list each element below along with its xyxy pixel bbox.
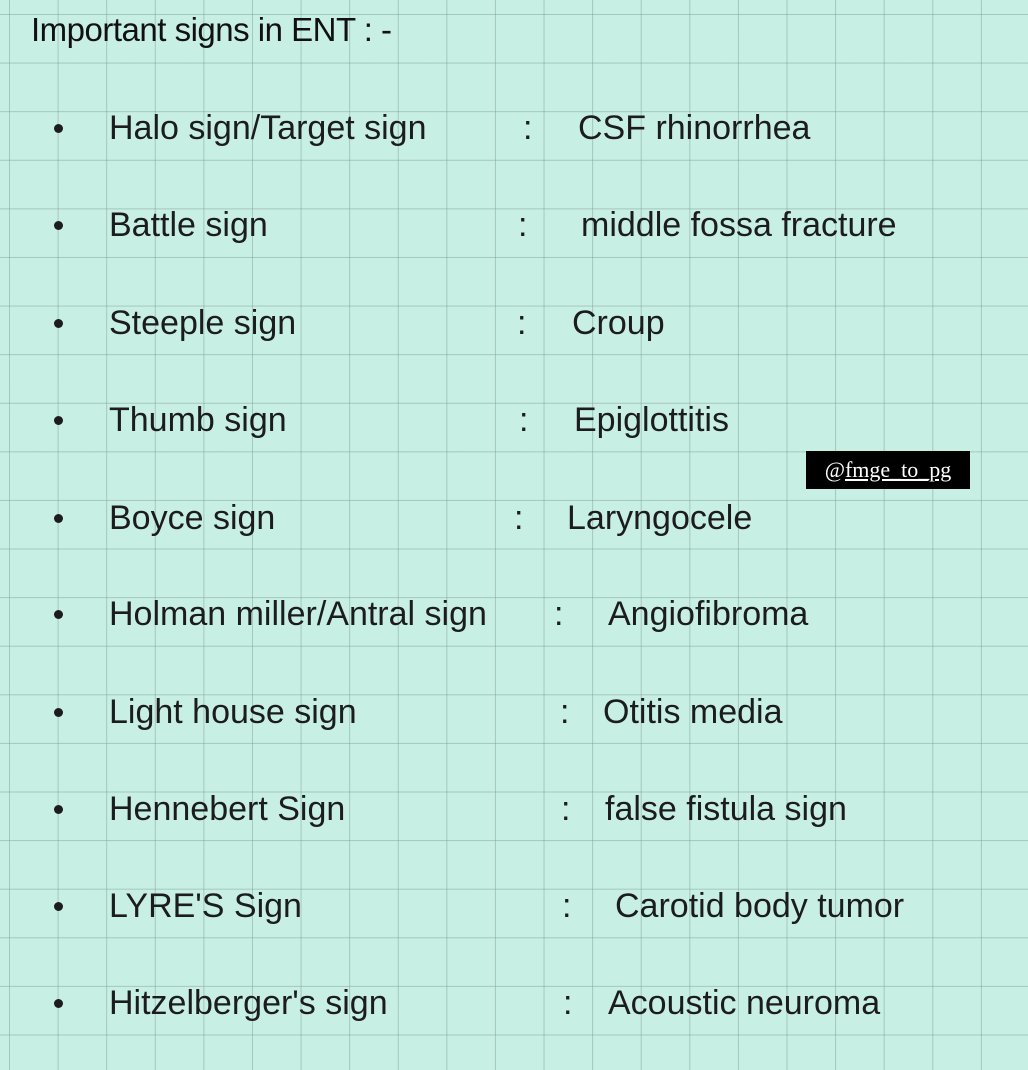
watermark-badge (806, 451, 970, 489)
sign-name: LYRE'S Sign (109, 887, 302, 925)
sign-meaning: Laryngocele (567, 499, 753, 537)
sign-name: Thumb sign (109, 401, 287, 439)
separator: : (554, 595, 564, 633)
watermark-at: @ (824, 457, 845, 482)
separator: : (561, 790, 571, 828)
sign-name: Holman miller/Antral sign (109, 595, 487, 633)
list-item (0, 687, 1028, 737)
sign-meaning: false fistula sign (605, 790, 847, 828)
bullet-icon (54, 805, 63, 814)
sign-meaning: Epiglottitis (574, 401, 729, 439)
separator: : (562, 887, 572, 925)
list-item (0, 881, 1028, 931)
separator: : (563, 984, 573, 1022)
bullet-icon (54, 124, 63, 133)
sign-meaning: Acoustic neuroma (608, 984, 881, 1022)
bullet-icon (54, 319, 63, 328)
sign-meaning: middle fossa fracture (581, 206, 897, 244)
sign-meaning: Otitis media (603, 693, 783, 731)
list-item (0, 978, 1028, 1028)
list-item (0, 200, 1028, 250)
page-title: Important signs in ENT : - (31, 11, 392, 48)
watermark-handle: fmge_to_pg (844, 457, 952, 482)
separator: : (517, 304, 527, 342)
list-item (0, 395, 1028, 445)
separator: : (523, 109, 533, 147)
list-item (0, 493, 1028, 543)
bullet-icon (54, 902, 63, 911)
sign-name: Hitzelberger's sign (109, 984, 388, 1022)
sign-name: Steeple sign (109, 304, 297, 342)
sign-meaning: CSF rhinorrhea (578, 109, 811, 147)
bullet-icon (54, 708, 63, 717)
bullet-icon (54, 221, 63, 230)
list-item (0, 103, 1028, 153)
sign-name: Hennebert Sign (109, 790, 346, 828)
list-item (0, 298, 1028, 348)
sign-meaning: Carotid body tumor (615, 887, 905, 925)
list-item (0, 784, 1028, 834)
separator: : (518, 206, 528, 244)
list-item (0, 589, 1028, 639)
sign-name: Light house sign (109, 693, 357, 731)
sign-meaning: Croup (572, 304, 665, 342)
sign-name: Halo sign/Target sign (109, 109, 427, 147)
bullet-icon (54, 416, 63, 425)
separator: : (560, 693, 570, 731)
separator: : (519, 401, 529, 439)
sign-name: Boyce sign (109, 499, 276, 537)
bullet-icon (54, 999, 63, 1008)
sign-name: Battle sign (109, 206, 268, 244)
bullet-icon (54, 610, 63, 619)
separator: : (514, 499, 524, 537)
bullet-icon (54, 514, 63, 523)
sign-meaning: Angiofibroma (608, 595, 809, 633)
